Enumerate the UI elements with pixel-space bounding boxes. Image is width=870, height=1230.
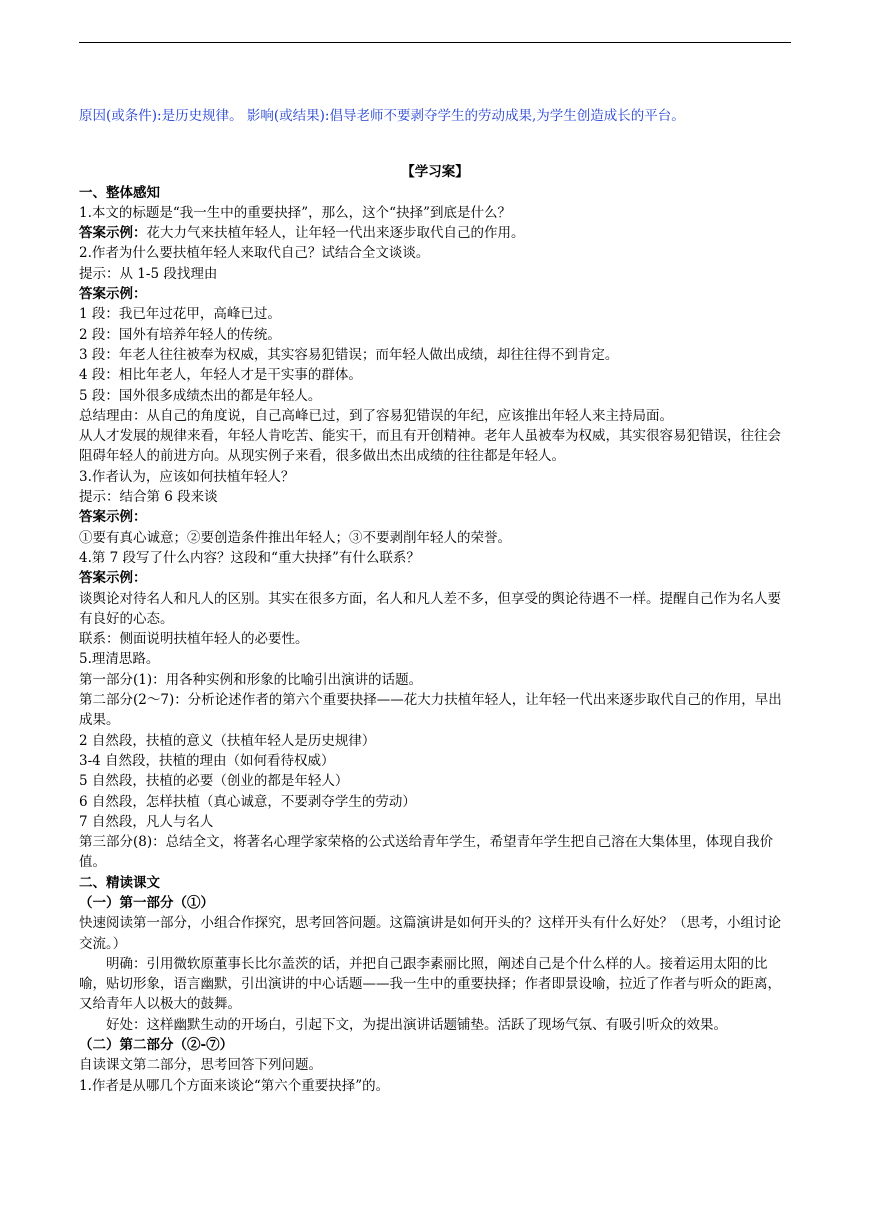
outline-item: 3-4 自然段，扶植的理由（如何看待权威） — [79, 752, 335, 769]
summary-reason: 总结理由：从自己的角度说，自己高峰已过，到了容易犯错误的年纪，应该推出年轻人来主持局面。 — [79, 407, 673, 424]
hint-3: 提示：结合第 6 段来谈 — [79, 489, 218, 506]
part1-benefit: 好处：这样幽默生动的开场白，引起下文，为提出演讲话题铺垫。活跃了现场气氛、有吸引听众的效果。 — [106, 1016, 727, 1033]
outline-item: 7 自然段，凡人与名人 — [79, 813, 214, 830]
question-5: 5.理清思路。 — [79, 651, 160, 668]
question-4: 4.第 7 段写了什么内容？这段和“重大抉择”有什么联系？ — [79, 549, 420, 566]
part2-task: 自读课文第二部分，思考回答下列问题。 — [79, 1057, 322, 1074]
question-1: 1.本文的标题是“我一生中的重要抉择”，那么，这个“抉择”到底是什么？ — [79, 204, 511, 221]
section-title: 【学习案】 — [401, 164, 469, 181]
outline-item: 第三部分(8)：总结全文，将著名心理学家荣格的公式送给青年学生，希望青年学生把自己溶在大集体里，体现自我价值。 — [79, 834, 774, 871]
outline-item: 第一部分(1)：用各种实例和形象的比喻引出演讲的话题。 — [79, 671, 423, 688]
hint-2: 提示：从 1-5 段找理由 — [79, 265, 218, 282]
outline-item: 第二部分(2～7)：分析论述作者的第六个重要抉择——花大力扶植年轻人，让年轻一代出来逐步取代自己的作用，早出成果。 — [79, 692, 782, 729]
heading-overall: 一、整体感知 — [79, 184, 160, 201]
heading-close-read: 二、精读课文 — [79, 874, 160, 891]
paragraph-reason: 4 段：相比年老人，年轻人才是干实事的群体。 — [79, 367, 362, 384]
header-rule — [79, 42, 791, 43]
answer-label: 答案示例： — [79, 225, 147, 242]
paragraph-reason: 5 段：国外很多成绩杰出的都是年轻人。 — [79, 387, 322, 404]
answer-label: 答案示例： — [79, 570, 147, 587]
answer-text: 花大力气来扶植年轻人，让年轻一代出来逐步取代自己的作用。 — [146, 225, 525, 242]
answer-4-link: 联系：侧面说明扶植年轻人的必要性。 — [79, 631, 309, 648]
outline-item: 5 自然段，扶植的必要（创业的都是年轻人） — [79, 773, 349, 790]
part1-heading: （一）第一部分（①） — [79, 894, 214, 911]
answer-label: 答案示例： — [79, 286, 147, 303]
spacer — [79, 126, 791, 162]
answer-4: 谈舆论对待名人和凡人的区别。其实在很多方面，名人和凡人差不多，但享受的舆论待遇不一样。提醒自己作为名人要有良好的心态。 — [79, 590, 781, 627]
paragraph-reason: 3 段：年老人往往被奉为权威，其实容易犯错误；而年轻人做出成绩，却往往得不到肯定。 — [79, 346, 619, 363]
document-body — [79, 106, 791, 1096]
intro-line: 原因(或条件):是历史规律。 影响(或结果):倡导老师不要剥夺学生的劳动成果,为学生创造成长的平台。 — [79, 108, 685, 124]
question-2: 2.作者为什么要扶植年轻人来取代自己？试结合全文谈谈。 — [79, 245, 430, 262]
question-3: 3.作者认为，应该如何扶植年轻人？ — [79, 468, 295, 485]
summary-reason-detail: 从人才发展的规律来看，年轻人肯吃苦、能实干，而且有开创精神。老年人虽被奉为权威，其实很容易犯错误，往往会阻碍年轻人的前进方向。从现实例子来看，很多做出杰出成绩的往往都是年轻人。 — [79, 428, 781, 465]
answer-label: 答案示例： — [79, 509, 147, 526]
part2-heading: （二）第二部分（②-⑦） — [79, 1037, 234, 1054]
outline-item: 6 自然段，怎样扶植（真心诚意，不要剥夺学生的劳动） — [79, 793, 416, 810]
part1-task: 快速阅读第一部分，小组合作探究，思考回答问题。这篇演讲是如何开头的？这样开头有什么好处？（思考，小组讨论交流。） — [79, 915, 781, 952]
paragraph-reason: 2 段：国外有培养年轻人的传统。 — [79, 326, 281, 343]
paragraph-reason: 1 段：我已年过花甲，高峰已过。 — [79, 306, 281, 323]
answer-1 — [79, 223, 791, 243]
outline-item: 2 自然段，扶植的意义（扶植年轻人是历史规律） — [79, 732, 376, 749]
part1-explanation: 明确：引用微软原董事长比尔盖茨的话，并把自己跟李素丽比照，阐述自己是个什么样的人。接着运用太阳的比喻，贴切形象，语言幽默，引出演讲的中心话题——我一生中的重要抉择；作者即景设喻，拉近了作者与听众的距离，又给青年人以极大的鼓舞。 — [79, 955, 781, 1013]
part2-question-1: 1.作者是从哪几个方面来谈论“第六个重要抉择”的。 — [79, 1077, 390, 1094]
answer-3: ①要有真心诚意；②要创造条件推出年轻人；③不要剥削年轻人的荣誉。 — [79, 529, 511, 546]
